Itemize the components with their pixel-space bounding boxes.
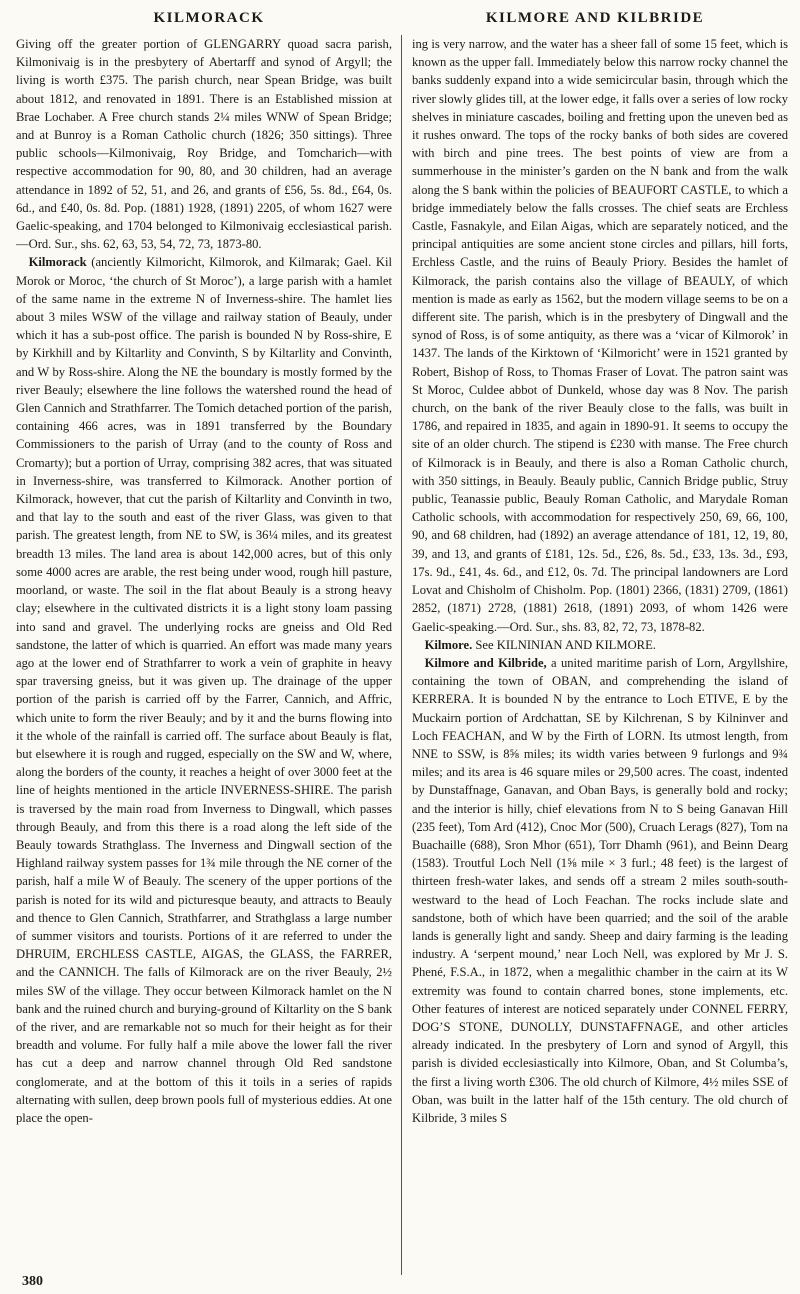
continuation-paragraph-kilmonivaig: Giving off the greater portion of GLENGARRY quoad sacra parish, Kilmonivaig is in the presbytery of Abertarff and synod of Argyll; the living is worth £375. The parish church, near Spean Bridge, was built about 1812, and renovated in 1891. There is an Established mission at Brae Lochaber. A Free church stands 2¼ miles WNW of Spean Bridge; and at Bunroy is a Roman Catholic church (1826; 350 sittings). Three public schools—Kilmonivaig, Roy Bridge, and Tomcharich—with respective accommodation for 90, 80, and 30 children, had an average attendance in 1892 of 52, 51, and 26, and grants of £56, 5s. 8d., £64, 0s. 6d., and £40, 0s. 8d. Pop. (1881) 1928, (1891) 2205, of whom 1627 were Gaelic-speaking, and 1704 belonged to Kilmonivaig ecclesiastical parish.—Ord. Sur., shs. 62, 63, 53, 54, 72, 73, 1873-80. [16, 37, 392, 252]
entry-kilmore-and-kilbride [412, 654, 788, 1127]
page-number: 380 [22, 1274, 47, 1290]
entry-name-kilmorack: Kilmorack [28, 255, 87, 270]
entry-name-kilmore: Kilmore. [424, 637, 473, 652]
entry-text-kilmore: See KILNINIAN AND KILMORE. [472, 637, 656, 652]
entry-kilmore [412, 636, 788, 654]
right-running-head: KILMORE AND KILBRIDE [485, 10, 705, 26]
left-running-head: KILMORACK [153, 10, 265, 26]
right-column [401, 35, 788, 1275]
entry-text-kilmorack: (anciently Kilmoricht, Kilmorok, and Kilmarak; Gael. Kil Morok or Moroc, ‘the church of St Moroc’), a large parish with a hamlet of the same name in the extreme N of Inverness-shire. The hamlet lies about 3 miles WSW of the village and railway station of Beauly, under which it has a sub-post office. The parish is bounded N by Ross-shire, E by Kirkhill and by Kiltarlity and Convinth, S by Kiltarlity and Convinth, and W by Ross-shire. Along the NE the boundary is mostly formed by the river Beauly; elsewhere the line follows the watershed round the head of Glen Cannich and Strathfarrer. The Tomich detached portion of the parish, containing 466 acres, was in 1891 transferred by the Boundary Commissioners to the parish of Urray (and to the county of Ross and Cromarty); but a portion of Urray, comprising 382 acres, that was situated in Inverness-shire, was transferred to Kilmorack. Another portion of Kilmorack, however, that cut the parish of Kiltarlity and Convinth in two, and that lay to the south and east of the river Glass, was given to that parish. The greatest length, from NE to SW, is 36¼ miles, and its greatest breadth 13 miles. The land area is about 142,000 acres, but of this only some 4000 acres are arable, the rest being under wood, rough hill pasture, moorland, or waste. The soil in the flat about Beauly is a strong heavy clay; elsewhere in the cultivated districts it is a light stony loam passing into sand and gravel. The underlying rocks are gneiss and Old Red sandstone, the latter of which is quarried. An effort was made many years ago at the lower end of Strathfarrer to work a vein of graphite in heavy spar traversing gneiss, but it was given up. The drainage of the upper portion of the parish is carried off by the Farrer, Cannich, and Affric, which unite to form the river Beauly; and by it and the burns flowing into it the whole of the rainfall is carried off. The surface about Beauly is flat, but elsewhere it is rough and rugged, especially on the SW and W, where, along the borders of the county, it reaches a height of over 3000 feet at the line of heights mentioned in the article INVERNESS-SHIRE. The parish is traversed by the main road from Inverness to Dingwall, which passes through Beauly, and from this there is a road along the left side of the Beauly towards Strathglass. The Inverness and Dingwall section of the Highland railway system passes for 1¾ mile through the NE corner of the parish, half a mile W of Beauly. The scenery of the upper portions of the parish is noted for its wild and picturesque beauty, and attracts to Beauly and thence to Glen Cannich, Strathfarrer, and Strathglass a large number of summer visitors and tourists. Portions of it are referred to under the DHRUIM, ERCHLESS CASTLE, AIGAS, the GLASS, the FARRER, and the CANNICH. The falls of Kilmorack are on the river Beauly, 2½ miles SW of the village. They occur between Kilmorack hamlet on the N bank and the ruined church and burying-ground of Kiltarlity on the S bank of the river, and are remarkable not so much for their height as for their breadth and volume. For fully half a mile above the lower fall the river has cut a deep and narrow channel through Old Red sandstone conglomerate, and at the bottom of this it toils in a series of rapids alternating with sullen, deep brown pools full of mysterious eddies. At one place the open- [16, 255, 392, 1125]
entry-name-kilmore-and-kilbride: Kilmore and Kilbride, [424, 655, 547, 670]
continuation-paragraph-kilmorack: ing is very narrow, and the water has a sheer fall of some 15 feet, which is known as the upper fall. Immediately below this narrow rocky channel the banks suddenly expand into a wide semicircular basin, through which the river slowly glides till, at the lower edge, it falls over a series of low rocky shelves in miniature cascades, boiling and fretting upon the uneven bed as it rushes onward. The tops of the rocky banks of both sides are covered with birch and pine trees. The best points of view are from a summerhouse in the minister’s garden on the N bank and from the walk along the S bank within the policies of BEAUFORT CASTLE, to which a bridge immediately below the falls crosses. The chief seats are Erchless Castle, Fasnakyle, and Eilan Aigas, which are separately noticed, and the principal antiquities are some ancient stone circles and pillars, hill forts, Erchless Castle, and the ruins of Beauly Priory. Besides the hamlet of Kilmorack, the parish contains also the village of BEAULY, of which mention is made as early as 1562, but the modern village seems to be on a different site. The parish, which is in the presbytery of Dingwall and the synod of Ross, is of some antiquity, as there was a ‘vicar of Kilmorok’ in 1437. The lands of the Kirktown of ‘Kilmoricht’ were in 1521 granted by Robert, Bishop of Ross, to Thomas Fraser of Lovat. The patron saint was St Moroc, Culdee abbot of Dunkeld, whose day was 8 Nov. The parish church, on the bank of the river Beauly close to the falls, was built in 1786, and repaired in 1835, and again in 1890-91. It seems to occupy the site of an older church. The stipend is £230 with manse. The Free church of Kilmorack is in Beauly, and there is also a Roman Catholic church, with 350 sittings, in Beauly. Beauly public, Cannich Bridge public, Struy public, Teanassie public, Beauly Roman Catholic, and Marydale Roman Catholic schools, with accommodation for respectively 250, 69, 66, 100, 90, and 68 children, had (1892) an average attendance of 181, 12, 19, 80, 39, and 13, and grants of £181, 12s. 5d., £26, 8s. 5d., £33, 13s. 3d., £93, 17s. 9d., £41, 4s. 6d., and £12, 0s. 7d. The principal landowners are Lord Lovat and Chisholm of Chisholm. Pop. (1801) 2366, (1831) 2709, (1861) 2852, (1871) 2728, (1881) 2618, (1891) 2093, of whom 1426 were Gaelic-speaking.—Ord. Sur., shs. 83, 82, 72, 73, 1878-82. [412, 37, 788, 634]
running-heads [16, 10, 788, 27]
text-columns [16, 35, 788, 1275]
entry-text-kilmore-and-kilbride: a united maritime parish of Lorn, Argyllshire, containing the town of OBAN, and comprehending the island of KERRERA. It is bounded N by the entrance to Loch ETIVE, E by the Muckairn portion of Ardchattan, SE by Kilchrenan, S by Kilninver and Loch FEACHAN, and W by the Firth of LORN. Its utmost length, from NNE to SSW, is 8⅝ miles; its width varies between 9 furlongs and 9¾ miles; and its area is 46 square miles or 29,500 acres. The coast, indented by Dunstaffnage, Ganavan, and Oban Bays, is generally bold and rocky; and the interior is hilly, chief elevations from N to S being Ganavan Hill (235 feet), Tom Ard (412), Cnoc Mor (500), Cruach Lerags (827), Tom na Buachaille (688), Sron Mhor (651), Torr Dhamh (961), and Beinn Dearg (1583). Troutful Loch Nell (1⅝ mile × 3 furl.; 48 feet) is the largest of thirteen fresh-water lakes, and sends off a stream 2 miles south-south-westward to the head of Loch Feachan. The rocks include slate and sandstone, both of which have been quarried; and the soil of the arable lands is generally light and sandy. Sheep and dairy farming is the leading industry. A ‘serpent mound,’ near Loch Nell, was explored by Mr J. S. Phené, F.S.A., in 1872, when a megalithic chamber in the cairn at its W extremity was found to contain charred bones, stone implements, etc. Other features of interest are noticed separately under CONNEL FERRY, DOG’S STONE, DUNOLLY, DUNSTAFFNAGE, and other articles already indicated. In the presbytery of Lorn and synod of Argyll, this parish is divided ecclesiastically into Kilmore, Oban, and St Columba’s, the first a living worth £306. The old church of Kilmore, 4½ miles SSE of Oban, was built in the latter half of the 15th century. The old church of Kilbride, 3 miles S [412, 655, 788, 1125]
entry-kilmorack [16, 253, 392, 1127]
left-column [16, 35, 401, 1275]
